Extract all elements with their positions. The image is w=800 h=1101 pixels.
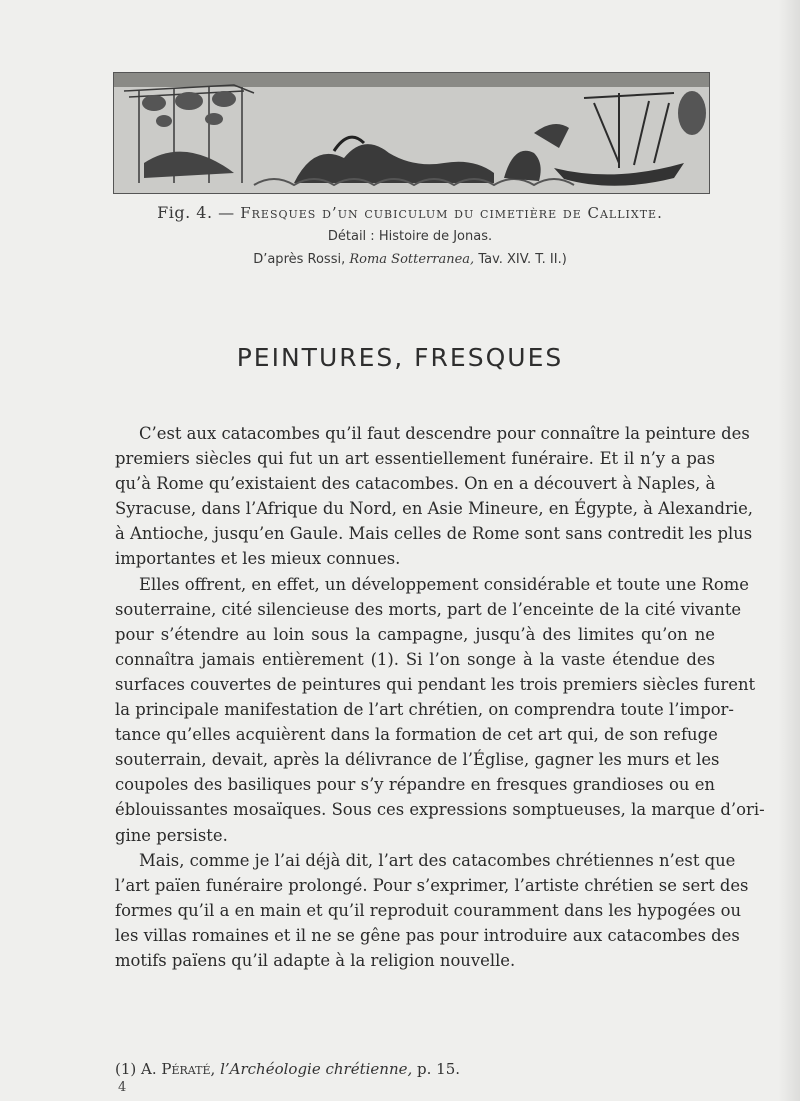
text-line: coupoles des basiliques pour s’y répandre en fresques grandioses ou en — [115, 775, 715, 795]
text-line: qu’à Rome qu’existaient des catacombes. On en a découvert à Naples, à — [115, 474, 716, 494]
page-edge-shadow — [778, 0, 800, 1101]
text-line: éblouissantes mosaïques. Sous ces expressions somptueuses, la marque d’ori- — [115, 800, 765, 820]
footnote-title: l’Archéologie chrétienne, — [220, 1060, 413, 1078]
text-line: Elles offrent, en effet, un développement considérable et toute une Rome — [139, 574, 749, 594]
text-line: l’art païen funéraire prolongé. Pour s’exprimer, l’artiste chrétien se sert des — [115, 875, 749, 895]
text-line: connaîtra jamais entièrement (1). Si l’on songe à la vaste étendue des — [115, 649, 715, 669]
page-number: 4 — [118, 1080, 127, 1095]
text-line: surfaces couvertes de peintures qui pendant les trois premiers siècles furent — [115, 674, 756, 694]
text-line: motifs païens qu’il adapte à la religion nouvelle. — [115, 950, 516, 970]
text-line: souterrain, devait, après la délivrance de l’Église, gagner les murs et les — [115, 750, 720, 770]
fresco-drawing — [114, 73, 709, 193]
figure-source-title: Roma Sotterranea, — [349, 252, 475, 267]
text-line: premiers siècles qui fut un art essentiellement funéraire. Et il n’y a pas — [115, 449, 715, 469]
fresco-illustration — [113, 72, 710, 194]
footnote-author: Pératé, — [161, 1060, 216, 1078]
text-line: Mais, comme je l’ai déjà dit, l’art des catacombes chrétiennes n’est que — [139, 850, 736, 870]
figure-detail: Détail : Histoire de Jonas. — [327, 229, 493, 244]
figure-source-suffix: Tav. XIV. T. II.) — [474, 252, 567, 267]
figure-number: Fig. 4. — — [157, 203, 235, 222]
text-line: C’est aux catacombes qu’il faut descendre pour connaître la peinture des — [139, 424, 750, 443]
text-line: pour s’étendre au loin sous la campagne, jusqu’à des limites qu’on ne — [115, 624, 715, 644]
text-line: gine persiste. — [115, 825, 228, 845]
text-line: Syracuse, dans l’Afrique du Nord, en Asie Mineure, en Égypte, à Alexandrie, — [115, 499, 753, 519]
text-line: souterraine, cité silencieuse des morts, part de l’enceinte de la cité vivante — [115, 599, 742, 619]
text-line: la principale manifestation de l’art chrétien, on comprendra toute l’impor- — [115, 700, 734, 720]
text-line: à Antioche, jusqu’en Gaule. Mais celles de Rome sont sans contredit les plus — [115, 524, 753, 544]
figure-source-prefix: D’après Rossi, — [253, 252, 350, 267]
footnote — [115, 1060, 715, 1078]
figure-source — [100, 252, 720, 267]
footnote-page: p. 15. — [412, 1060, 461, 1078]
figure-title: Fresques d’un cubiculum du cimetière de Callixte. — [240, 204, 663, 222]
figure-caption-title — [100, 203, 720, 222]
text-line: tance qu’elles acquièrent dans la formation de cet art qui, de son refuge — [115, 725, 718, 745]
text-line: importantes et les mieux connues. — [115, 549, 401, 569]
body-text — [115, 421, 765, 973]
footnote-marker: (1) A. — [115, 1060, 157, 1078]
section-heading: PEINTURES, FRESQUES — [236, 343, 564, 372]
text-line: les villas romaines et il ne se gêne pas pour introduire aux catacombes des — [115, 925, 740, 945]
text-line: formes qu’il a en main et qu’il reproduit couramment dans les hypogées ou — [115, 900, 742, 920]
